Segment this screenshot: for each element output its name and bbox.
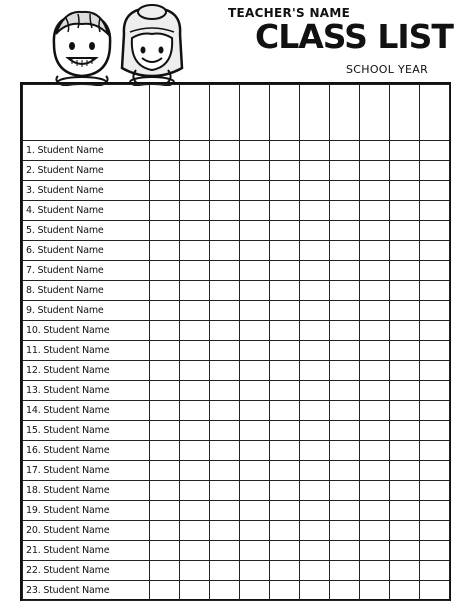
check-cell[interactable]	[180, 241, 210, 261]
check-cell[interactable]	[150, 581, 180, 601]
check-cell[interactable]	[150, 541, 180, 561]
check-cell[interactable]	[270, 501, 300, 521]
check-cell[interactable]	[420, 481, 450, 501]
check-cell[interactable]	[390, 301, 420, 321]
student-name-cell: 13. Student Name	[23, 381, 150, 401]
check-cell[interactable]	[330, 301, 360, 321]
check-cell[interactable]	[240, 461, 270, 481]
table-row	[23, 541, 450, 561]
check-cell[interactable]	[150, 481, 180, 501]
check-cell[interactable]	[180, 461, 210, 481]
check-cell[interactable]	[240, 581, 270, 601]
check-cell[interactable]	[330, 521, 360, 541]
check-cell[interactable]	[240, 361, 270, 381]
check-cell[interactable]	[210, 361, 240, 381]
check-cell[interactable]	[420, 501, 450, 521]
check-cell[interactable]	[210, 561, 240, 581]
check-cell[interactable]	[180, 581, 210, 601]
check-cell[interactable]	[300, 261, 330, 281]
student-name-cell: 16. Student Name	[23, 441, 150, 461]
check-cell[interactable]	[390, 161, 420, 181]
check-cell[interactable]	[360, 401, 390, 421]
table-row	[23, 361, 450, 381]
check-cell[interactable]	[150, 141, 180, 161]
check-cell[interactable]	[300, 441, 330, 461]
check-cell[interactable]	[390, 401, 420, 421]
check-cell[interactable]	[210, 261, 240, 281]
check-cell[interactable]	[360, 421, 390, 441]
check-cell[interactable]	[150, 461, 180, 481]
student-name-cell: 5. Student Name	[23, 221, 150, 241]
check-cell[interactable]	[270, 321, 300, 341]
check-cell[interactable]	[360, 521, 390, 541]
check-cell[interactable]	[390, 381, 420, 401]
check-cell[interactable]	[360, 241, 390, 261]
check-cell[interactable]	[240, 221, 270, 241]
check-cell[interactable]	[210, 521, 240, 541]
check-cell[interactable]	[330, 281, 360, 301]
check-cell[interactable]	[330, 141, 360, 161]
check-cell[interactable]	[270, 541, 300, 561]
table-row	[23, 261, 450, 281]
teacher-name-label: TEACHER'S NAME	[228, 6, 351, 20]
check-cell[interactable]	[390, 561, 420, 581]
check-cell[interactable]	[150, 421, 180, 441]
check-cell[interactable]	[150, 301, 180, 321]
check-cell[interactable]	[180, 501, 210, 521]
check-cell[interactable]	[390, 221, 420, 241]
check-cell[interactable]	[150, 341, 180, 361]
check-cell[interactable]	[270, 521, 300, 541]
check-cell[interactable]	[150, 281, 180, 301]
check-cell[interactable]	[420, 441, 450, 461]
roster-table	[22, 84, 450, 601]
check-cell[interactable]	[180, 401, 210, 421]
check-cell[interactable]	[360, 181, 390, 201]
check-cell[interactable]	[300, 381, 330, 401]
check-cell[interactable]	[360, 441, 390, 461]
check-cell[interactable]	[420, 221, 450, 241]
column-header-cell[interactable]	[150, 85, 180, 141]
check-cell[interactable]	[210, 581, 240, 601]
check-cell[interactable]	[390, 461, 420, 481]
check-cell[interactable]	[150, 361, 180, 381]
check-cell[interactable]	[330, 481, 360, 501]
check-cell[interactable]	[240, 261, 270, 281]
table-row	[23, 181, 450, 201]
check-cell[interactable]	[150, 561, 180, 581]
check-cell[interactable]	[210, 301, 240, 321]
check-cell[interactable]	[360, 301, 390, 321]
check-cell[interactable]	[240, 561, 270, 581]
column-header-cell[interactable]	[360, 85, 390, 141]
check-cell[interactable]	[270, 581, 300, 601]
student-name-cell: 2. Student Name	[23, 161, 150, 181]
check-cell[interactable]	[300, 361, 330, 381]
column-header-cell[interactable]	[420, 85, 450, 141]
check-cell[interactable]	[360, 201, 390, 221]
check-cell[interactable]	[390, 541, 420, 561]
student-name-cell: 18. Student Name	[23, 481, 150, 501]
student-name-cell: 23. Student Name	[23, 581, 150, 601]
check-cell[interactable]	[330, 381, 360, 401]
check-cell[interactable]	[270, 341, 300, 361]
check-cell[interactable]	[240, 201, 270, 221]
check-cell[interactable]	[300, 561, 330, 581]
check-cell[interactable]	[180, 361, 210, 381]
table-row	[23, 341, 450, 361]
student-name-cell: 4. Student Name	[23, 201, 150, 221]
check-cell[interactable]	[270, 141, 300, 161]
check-cell[interactable]	[240, 141, 270, 161]
kids-clipart-icon	[44, 4, 194, 86]
check-cell[interactable]	[210, 461, 240, 481]
student-name-cell: 17. Student Name	[23, 461, 150, 481]
student-name-cell: 12. Student Name	[23, 361, 150, 381]
check-cell[interactable]	[210, 161, 240, 181]
check-cell[interactable]	[270, 561, 300, 581]
check-cell[interactable]	[270, 381, 300, 401]
page-header	[0, 0, 472, 82]
check-cell[interactable]	[420, 521, 450, 541]
check-cell[interactable]	[150, 501, 180, 521]
check-cell[interactable]	[390, 261, 420, 281]
table-row	[23, 241, 450, 261]
table-row	[23, 441, 450, 461]
table-row	[23, 401, 450, 421]
check-cell[interactable]	[210, 501, 240, 521]
check-cell[interactable]	[150, 521, 180, 541]
student-name-cell: 21. Student Name	[23, 541, 150, 561]
check-cell[interactable]	[180, 381, 210, 401]
student-name-cell: 22. Student Name	[23, 561, 150, 581]
column-header-cell[interactable]	[300, 85, 330, 141]
student-name-cell: 1. Student Name	[23, 141, 150, 161]
check-cell[interactable]	[390, 141, 420, 161]
check-cell[interactable]	[240, 241, 270, 261]
check-cell[interactable]	[390, 321, 420, 341]
check-cell[interactable]	[420, 561, 450, 581]
check-cell[interactable]	[180, 561, 210, 581]
check-cell[interactable]	[150, 181, 180, 201]
check-cell[interactable]	[360, 141, 390, 161]
check-cell[interactable]	[180, 141, 210, 161]
check-cell[interactable]	[360, 541, 390, 561]
check-cell[interactable]	[210, 281, 240, 301]
table-row	[23, 521, 450, 541]
check-cell[interactable]	[390, 241, 420, 261]
check-cell[interactable]	[150, 261, 180, 281]
check-cell[interactable]	[420, 261, 450, 281]
check-cell[interactable]	[420, 421, 450, 441]
check-cell[interactable]	[270, 221, 300, 241]
check-cell[interactable]	[360, 321, 390, 341]
check-cell[interactable]	[180, 201, 210, 221]
check-cell[interactable]	[420, 141, 450, 161]
table-row	[23, 161, 450, 181]
check-cell[interactable]	[180, 481, 210, 501]
check-cell[interactable]	[360, 341, 390, 361]
check-cell[interactable]	[330, 561, 360, 581]
check-cell[interactable]	[420, 321, 450, 341]
student-name-cell: 3. Student Name	[23, 181, 150, 201]
check-cell[interactable]	[360, 361, 390, 381]
check-cell[interactable]	[270, 441, 300, 461]
check-cell[interactable]	[240, 541, 270, 561]
check-cell[interactable]	[270, 281, 300, 301]
check-cell[interactable]	[240, 421, 270, 441]
column-header-cell[interactable]	[270, 85, 300, 141]
check-cell[interactable]	[390, 281, 420, 301]
check-cell[interactable]	[420, 181, 450, 201]
table-row	[23, 581, 450, 601]
check-cell[interactable]	[330, 341, 360, 361]
check-cell[interactable]	[210, 201, 240, 221]
check-cell[interactable]	[210, 241, 240, 261]
check-cell[interactable]	[210, 441, 240, 461]
check-cell[interactable]	[420, 281, 450, 301]
table-row	[23, 461, 450, 481]
check-cell[interactable]	[180, 421, 210, 441]
student-name-cell: 15. Student Name	[23, 421, 150, 441]
column-header-cell[interactable]	[180, 85, 210, 141]
check-cell[interactable]	[150, 161, 180, 181]
table-row	[23, 221, 450, 241]
check-cell[interactable]	[300, 401, 330, 421]
check-cell[interactable]	[150, 381, 180, 401]
check-cell[interactable]	[150, 441, 180, 461]
check-cell[interactable]	[270, 361, 300, 381]
check-cell[interactable]	[300, 421, 330, 441]
check-cell[interactable]	[360, 581, 390, 601]
check-cell[interactable]	[390, 341, 420, 361]
check-cell[interactable]	[240, 401, 270, 421]
check-cell[interactable]	[150, 241, 180, 261]
check-cell[interactable]	[330, 581, 360, 601]
class-list-grid	[20, 82, 451, 601]
check-cell[interactable]	[180, 281, 210, 301]
check-cell[interactable]	[270, 261, 300, 281]
check-cell[interactable]	[330, 261, 360, 281]
check-cell[interactable]	[330, 321, 360, 341]
check-cell[interactable]	[360, 461, 390, 481]
column-header-cell[interactable]	[330, 85, 360, 141]
check-cell[interactable]	[210, 481, 240, 501]
check-cell[interactable]	[300, 581, 330, 601]
check-cell[interactable]	[180, 521, 210, 541]
check-cell[interactable]	[240, 321, 270, 341]
check-cell[interactable]	[330, 541, 360, 561]
check-cell[interactable]	[330, 461, 360, 481]
check-cell[interactable]	[300, 501, 330, 521]
check-cell[interactable]	[270, 481, 300, 501]
student-name-cell: 6. Student Name	[23, 241, 150, 261]
table-row	[23, 141, 450, 161]
student-name-cell: 11. Student Name	[23, 341, 150, 361]
student-name-cell: 7. Student Name	[23, 261, 150, 281]
check-cell[interactable]	[210, 401, 240, 421]
check-cell[interactable]	[330, 421, 360, 441]
check-cell[interactable]	[270, 301, 300, 321]
check-cell[interactable]	[240, 481, 270, 501]
check-cell[interactable]	[390, 361, 420, 381]
check-cell[interactable]	[240, 341, 270, 361]
check-cell[interactable]	[360, 261, 390, 281]
check-cell[interactable]	[360, 161, 390, 181]
column-header-cell[interactable]	[390, 85, 420, 141]
check-cell[interactable]	[330, 161, 360, 181]
check-cell[interactable]	[330, 361, 360, 381]
check-cell[interactable]	[390, 201, 420, 221]
check-cell[interactable]	[390, 501, 420, 521]
check-cell[interactable]	[360, 281, 390, 301]
table-row	[23, 201, 450, 221]
check-cell[interactable]	[240, 501, 270, 521]
check-cell[interactable]	[180, 221, 210, 241]
check-cell[interactable]	[270, 241, 300, 261]
check-cell[interactable]	[300, 521, 330, 541]
check-cell[interactable]	[420, 381, 450, 401]
check-cell[interactable]	[300, 201, 330, 221]
table-row	[23, 561, 450, 581]
check-cell[interactable]	[210, 141, 240, 161]
check-cell[interactable]	[270, 161, 300, 181]
page-title: CLASS LIST	[255, 17, 453, 56]
header-blank-cell[interactable]	[23, 85, 150, 141]
student-name-cell: 10. Student Name	[23, 321, 150, 341]
check-cell[interactable]	[210, 421, 240, 441]
check-cell[interactable]	[300, 241, 330, 261]
check-cell[interactable]	[330, 241, 360, 261]
check-cell[interactable]	[300, 461, 330, 481]
check-cell[interactable]	[300, 181, 330, 201]
check-cell[interactable]	[390, 581, 420, 601]
check-cell[interactable]	[210, 221, 240, 241]
check-cell[interactable]	[210, 341, 240, 361]
check-cell[interactable]	[180, 341, 210, 361]
table-row	[23, 281, 450, 301]
check-cell[interactable]	[360, 561, 390, 581]
school-year-label: SCHOOL YEAR	[346, 63, 429, 76]
check-cell[interactable]	[150, 201, 180, 221]
check-cell[interactable]	[420, 401, 450, 421]
check-cell[interactable]	[210, 381, 240, 401]
check-cell[interactable]	[300, 301, 330, 321]
check-cell[interactable]	[240, 521, 270, 541]
check-cell[interactable]	[300, 281, 330, 301]
check-cell[interactable]	[330, 221, 360, 241]
check-cell[interactable]	[330, 501, 360, 521]
column-header-cell[interactable]	[210, 85, 240, 141]
check-cell[interactable]	[420, 581, 450, 601]
check-cell[interactable]	[210, 321, 240, 341]
check-cell[interactable]	[180, 321, 210, 341]
check-cell[interactable]	[330, 441, 360, 461]
check-cell[interactable]	[360, 221, 390, 241]
check-cell[interactable]	[360, 481, 390, 501]
check-cell[interactable]	[300, 141, 330, 161]
check-cell[interactable]	[360, 501, 390, 521]
check-cell[interactable]	[240, 181, 270, 201]
check-cell[interactable]	[300, 321, 330, 341]
check-cell[interactable]	[390, 181, 420, 201]
check-cell[interactable]	[420, 541, 450, 561]
check-cell[interactable]	[180, 161, 210, 181]
table-row	[23, 301, 450, 321]
check-cell[interactable]	[300, 541, 330, 561]
check-cell[interactable]	[210, 541, 240, 561]
check-cell[interactable]	[270, 201, 300, 221]
check-cell[interactable]	[300, 481, 330, 501]
column-header-row	[23, 85, 450, 141]
student-name-cell: 14. Student Name	[23, 401, 150, 421]
check-cell[interactable]	[180, 181, 210, 201]
student-name-cell: 8. Student Name	[23, 281, 150, 301]
check-cell[interactable]	[210, 181, 240, 201]
check-cell[interactable]	[390, 421, 420, 441]
check-cell[interactable]	[420, 161, 450, 181]
check-cell[interactable]	[330, 201, 360, 221]
check-cell[interactable]	[300, 161, 330, 181]
check-cell[interactable]	[300, 341, 330, 361]
table-row	[23, 501, 450, 521]
check-cell[interactable]	[420, 461, 450, 481]
check-cell[interactable]	[180, 441, 210, 461]
check-cell[interactable]	[330, 401, 360, 421]
check-cell[interactable]	[270, 401, 300, 421]
check-cell[interactable]	[240, 381, 270, 401]
check-cell[interactable]	[240, 441, 270, 461]
table-row	[23, 381, 450, 401]
column-header-cell[interactable]	[240, 85, 270, 141]
table-row	[23, 421, 450, 441]
check-cell[interactable]	[180, 261, 210, 281]
check-cell[interactable]	[420, 361, 450, 381]
check-cell[interactable]	[270, 461, 300, 481]
check-cell[interactable]	[240, 161, 270, 181]
check-cell[interactable]	[420, 201, 450, 221]
check-cell[interactable]	[150, 221, 180, 241]
check-cell[interactable]	[330, 181, 360, 201]
check-cell[interactable]	[150, 321, 180, 341]
check-cell[interactable]	[420, 341, 450, 361]
table-row	[23, 481, 450, 501]
check-cell[interactable]	[300, 221, 330, 241]
check-cell[interactable]	[150, 401, 180, 421]
check-cell[interactable]	[420, 301, 450, 321]
check-cell[interactable]	[180, 541, 210, 561]
check-cell[interactable]	[270, 421, 300, 441]
check-cell[interactable]	[240, 281, 270, 301]
check-cell[interactable]	[360, 381, 390, 401]
student-name-cell: 19. Student Name	[23, 501, 150, 521]
check-cell[interactable]	[420, 241, 450, 261]
check-cell[interactable]	[240, 301, 270, 321]
table-row	[23, 321, 450, 341]
check-cell[interactable]	[270, 181, 300, 201]
check-cell[interactable]	[180, 301, 210, 321]
check-cell[interactable]	[390, 521, 420, 541]
student-name-cell: 9. Student Name	[23, 301, 150, 321]
check-cell[interactable]	[390, 441, 420, 461]
check-cell[interactable]	[390, 481, 420, 501]
student-name-cell: 20. Student Name	[23, 521, 150, 541]
